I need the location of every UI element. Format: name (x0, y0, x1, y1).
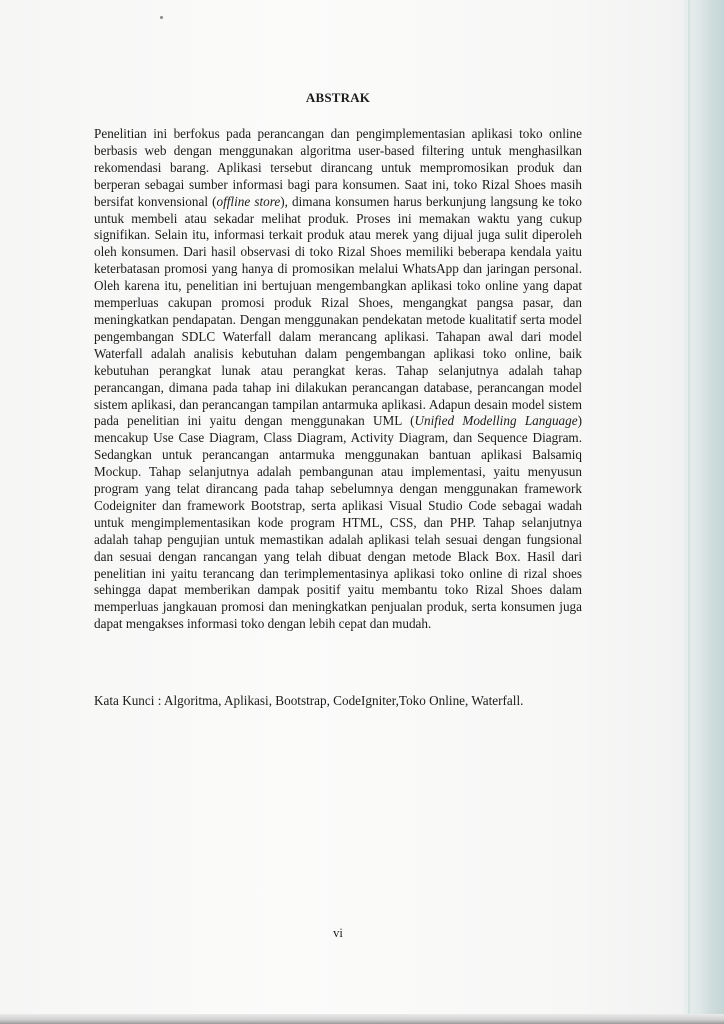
page-edge-line (688, 0, 690, 1024)
page-edge-bottom (0, 1014, 724, 1024)
abstract-text-part-1: Penelitian ini berfokus pada perancangan dan pengimplementasian aplikasi toko online berbasis web dengan menggunakan algoritma user-based filtering untuk menghasilkan rekomendasi barang. Aplikasi tersebut dirancang untuk mempromosikan produk dan berperan sebagai sumber informasi bagi para konsumen. Saat ini, toko Rizal Shoes masih bersifat konvensional ( (94, 126, 582, 209)
page-number: vi (333, 926, 343, 940)
page-edge-right (684, 0, 724, 1024)
abstract-text-part-3: ) mencakup Use Case Diagram, Class Diagram, Activity Diagram, dan Sequence Diagram. Sedangkan untuk perancangan antarmuka menggunakan bantuan aplikasi Balsamiq Mockup. Tahap selanjutnya adalah pembangunan atau implementasi, yaitu menyusun program yang telat dirancang pada tahap sebelumnya dengan menggunakan framework Codeigniter dan framework Bootstrap, serta aplikasi Visual Studio Code sebagai wadah untuk mengimplementasikan kode program HTML, CSS, dan PHP. Tahap selanjutnya adalah tahap pengujian untuk memastikan adalah aplikasi telah sesuai dengan fungsional dan sesuai dengan rancangan yang telah dibuat dengan metode Black Box. Hasil dari penelitian ini yaitu terancang dan terimplementasinya aplikasi toko online di rizal shoes sehingga dapat memberikan dampak positif yaitu membantu toko Rizal Shoes dalam memperluas jangkauan promosi dan meningkatkan penjualan produk, serta konsumen juga dapat mengakses informasi toko dengan lebih cepat dan mudah. (94, 413, 582, 632)
scan-speck (160, 16, 163, 19)
abstract-paragraph (94, 126, 582, 633)
page-title: ABSTRAK (305, 90, 371, 105)
uml-term: Unified Modelling Language (414, 413, 578, 429)
keywords-line: Kata Kunci : Algoritma, Aplikasi, Bootstrap, CodeIgniter,Toko Online, Waterfall. (94, 693, 524, 708)
abstract-text-part-2: ), dimana konsumen harus berkunjung langsung ke toko untuk membeli atau sekadar melihat produk. Proses ini memakan waktu yang cukup signifikan. Selain itu, informasi terkait produk atau merek yang dijual juga sulit diperoleh oleh konsumen. Dari hasil observasi di toko Rizal Shoes memiliki beberapa kendala yaitu keterbatasan promosi yang hanya di promosikan melalui WhatsApp dan jaringan personal. Oleh karena itu, penelitian ini bertujuan mengembangkan aplikasi toko online yang dapat memperluas cakupan promosi produk Rizal Shoes, mengangkat pangsa pasar, dan meningkatkan pendapatan. Dengan menggunakan pendekatan metode kualitatif serta model pengembangan SDLC Waterfall dalam merancang aplikasi. Tahapan awal dari model Waterfall adalah analisis kebutuhan dalam pengembangan aplikasi toko online, baik kebutuhan perangkat lunak atau perangkat keras. Tahap selanjutnya adalah tahap perancangan, dimana pada tahap ini dilakukan perancangan database, perancangan model sistem aplikasi, dan perancangan tampilan antarmuka aplikasi. Adapun desain model sistem pada penelitian ini yaitu dengan menggunakan UML ( (94, 193, 582, 429)
offline-store-term: offline store (216, 193, 281, 209)
